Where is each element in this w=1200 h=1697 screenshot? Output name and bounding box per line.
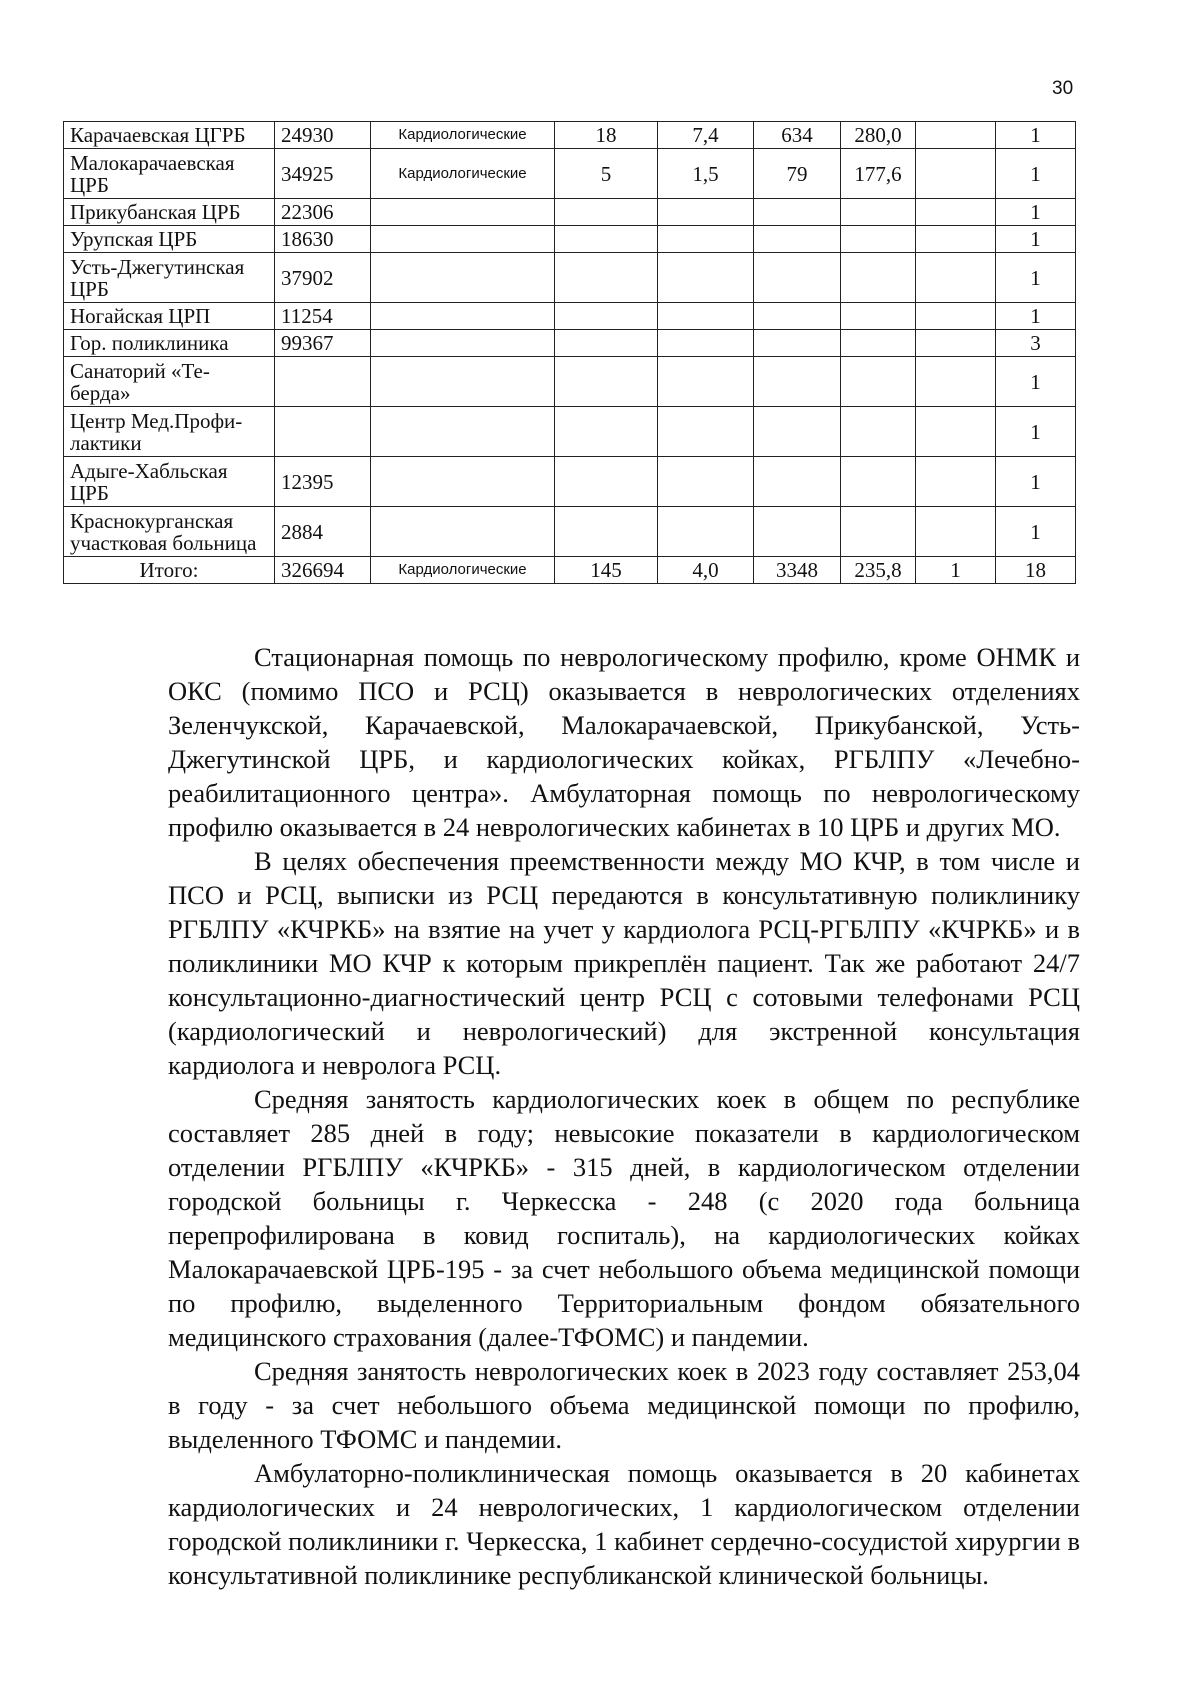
value-cell: [916, 226, 996, 253]
facility-table: [63, 121, 1167, 584]
value-cell: 1,5: [658, 149, 754, 199]
paragraph: Амбулаторно-поликлиническая помощь оказывается в 20 кабинетах кардиологических и 24 неврологических, 1 кардиологическом отделении городской поликлиники г. Черкесска, 1 кабинет сердечно-сосудистой хирургии в консультативной поликлинике республиканской клинической больницы.: [168, 1458, 1080, 1590]
table-row: [64, 122, 1167, 149]
value-cell: [555, 457, 658, 507]
value-cell: [754, 330, 841, 357]
bed-profile-cell: [371, 303, 555, 330]
value-cell: [555, 357, 658, 407]
value-cell: 1: [996, 149, 1076, 199]
value-cell: [754, 457, 841, 507]
value-cell: 1: [996, 357, 1076, 407]
value-cell: 1: [916, 557, 996, 584]
value-cell: 18: [996, 557, 1076, 584]
facility-name-cell: Краснокурганская участковая больница: [64, 507, 275, 557]
body-text: [168, 640, 1080, 1592]
table-row: [64, 507, 1167, 557]
table-row: [64, 226, 1167, 253]
facility-name-cell: Урупская ЦРБ: [64, 226, 275, 253]
value-cell: [916, 457, 996, 507]
value-cell: [916, 303, 996, 330]
value-cell: [754, 357, 841, 407]
value-cell: [841, 457, 916, 507]
value-cell: 235,8: [841, 557, 916, 584]
value-cell: [916, 407, 996, 457]
value-cell: 3: [996, 330, 1076, 357]
bed-profile-cell: Кардиологические: [371, 149, 555, 199]
value-cell: [841, 303, 916, 330]
bed-profile-cell: Кардиологические: [371, 122, 555, 149]
value-cell: 3348: [754, 557, 841, 584]
bed-profile-cell: [371, 226, 555, 253]
bed-profile-cell: [371, 507, 555, 557]
value-cell: 634: [754, 122, 841, 149]
population-cell: [275, 407, 371, 457]
value-cell: 79: [754, 149, 841, 199]
population-cell: 2884: [275, 507, 371, 557]
value-cell: 177,6: [841, 149, 916, 199]
table-total-row: [64, 557, 1167, 584]
value-cell: [555, 253, 658, 303]
population-cell: 37902: [275, 253, 371, 303]
value-cell: [555, 407, 658, 457]
value-cell: 5: [555, 149, 658, 199]
value-cell: [555, 507, 658, 557]
table-body: [64, 122, 1167, 584]
value-cell: [841, 226, 916, 253]
value-cell: 145: [555, 557, 658, 584]
table-row: [64, 457, 1167, 507]
value-cell: [658, 199, 754, 226]
value-cell: [841, 357, 916, 407]
facility-name-cell: Центр Мед.Профи-лактики: [64, 407, 275, 457]
paragraph: Средняя занятость неврологических коек в 2023 году составляет 253,04 в году - за счет небольшого объема медицинской помощи по профилю, выделенного ТФОМС и пандемии.: [168, 1356, 1080, 1454]
population-cell: 18630: [275, 226, 371, 253]
bed-profile-cell: [371, 357, 555, 407]
value-cell: [916, 507, 996, 557]
bed-profile-cell: [371, 199, 555, 226]
value-cell: 4,0: [658, 557, 754, 584]
value-cell: [658, 507, 754, 557]
value-cell: 1: [996, 407, 1076, 457]
value-cell: [658, 407, 754, 457]
population-cell: 24930: [275, 122, 371, 149]
value-cell: [754, 199, 841, 226]
value-cell: [658, 253, 754, 303]
value-cell: [841, 253, 916, 303]
value-cell: [754, 253, 841, 303]
bed-profile-cell: [371, 330, 555, 357]
facility-name-cell: Санаторий «Те-берда»: [64, 357, 275, 407]
facility-name-cell: Ногайская ЦРП: [64, 303, 275, 330]
facility-name-cell: Гор. поликлиника: [64, 330, 275, 357]
table-row: [64, 407, 1167, 457]
value-cell: [841, 199, 916, 226]
table-row: [64, 149, 1167, 199]
paragraph: Стационарная помощь по неврологическому профилю, кроме ОНМК и ОКС (помимо ПСО и РСЦ) оказывается в неврологических отделениях Зеленчукской, Карачаевской, Малокарачаевской, Прикубанской, Усть-Джегутинской ЦРБ, и кардиологических койках, РГБЛПУ «Лечебно-реабилитационного центра». Амбулаторная помощь по неврологическому профилю оказывается в 24 неврологических кабинетах в 10 ЦРБ и других МО.: [168, 642, 1080, 842]
value-cell: [658, 330, 754, 357]
value-cell: [555, 330, 658, 357]
population-cell: 326694: [275, 557, 371, 584]
table-row: [64, 199, 1167, 226]
value-cell: [555, 199, 658, 226]
facility-name-cell: Адыге-Хабльская ЦРБ: [64, 457, 275, 507]
value-cell: [754, 407, 841, 457]
table-row: [64, 303, 1167, 330]
value-cell: [555, 226, 658, 253]
value-cell: 1: [996, 122, 1076, 149]
value-cell: [754, 303, 841, 330]
facility-name-cell: Прикубанская ЦРБ: [64, 199, 275, 226]
facility-name-cell: Малокарачаевская ЦРБ: [64, 149, 275, 199]
value-cell: [916, 330, 996, 357]
value-cell: [841, 507, 916, 557]
value-cell: [916, 357, 996, 407]
population-cell: 34925: [275, 149, 371, 199]
value-cell: [754, 507, 841, 557]
bed-profile-cell: [371, 407, 555, 457]
value-cell: 1: [996, 253, 1076, 303]
paragraph: Средняя занятость кардиологических коек в общем по республике составляет 285 дней в году; невысокие показатели в кардиологическом отделении РГБЛПУ «КЧРКБ» - 315 дней, в кардиологическом отделении городской больницы г. Черкесска - 248 (с 2020 года больница перепрофилирована в ковид госпиталь), на кардиологических койках Малокарачаевской ЦРБ-195 - за счет небольшого объема медицинской помощи по профилю, выделенного Территориальным фондом обязательного медицинского страхования (далее-ТФОМС) и пандемии.: [168, 1084, 1080, 1352]
page-number: 30: [1052, 78, 1074, 99]
value-cell: [916, 122, 996, 149]
value-cell: 1: [996, 457, 1076, 507]
value-cell: [658, 226, 754, 253]
population-cell: [275, 357, 371, 407]
value-cell: [658, 357, 754, 407]
value-cell: 280,0: [841, 122, 916, 149]
value-cell: 1: [996, 199, 1076, 226]
value-cell: 1: [996, 303, 1076, 330]
value-cell: [841, 407, 916, 457]
paragraph: В целях обеспечения преемственности между МО КЧР, в том числе и ПСО и РСЦ, выписки из РСЦ передаются в консультативную поликлинику РГБЛПУ «КЧРКБ» на взятие на учет у кардиолога РСЦ-РГБЛПУ «КЧРКБ» и в поликлиники МО КЧР к которым прикреплён пациент. Так же работают 24/7 консультационно-диагностический центр РСЦ с сотовыми телефонами РСЦ (кардиологический и неврологический) для экстренной консультация кардиолога и невролога РСЦ.: [168, 846, 1080, 1080]
value-cell: [916, 199, 996, 226]
table-row: [64, 357, 1167, 407]
table-row: [64, 253, 1167, 303]
bed-profile-cell: [371, 457, 555, 507]
value-cell: [754, 226, 841, 253]
value-cell: [841, 330, 916, 357]
table-row: [64, 330, 1167, 357]
bed-profile-cell: [371, 253, 555, 303]
facility-name-cell: Карачаевская ЦГРБ: [64, 122, 275, 149]
value-cell: [916, 149, 996, 199]
bed-profile-cell: Кардиологические: [371, 557, 555, 584]
value-cell: 7,4: [658, 122, 754, 149]
value-cell: 1: [996, 226, 1076, 253]
population-cell: 11254: [275, 303, 371, 330]
population-cell: 99367: [275, 330, 371, 357]
population-cell: 22306: [275, 199, 371, 226]
value-cell: 1: [996, 507, 1076, 557]
value-cell: [916, 253, 996, 303]
value-cell: [658, 457, 754, 507]
value-cell: [658, 303, 754, 330]
total-label-cell: Итого:: [64, 557, 275, 584]
value-cell: [555, 303, 658, 330]
value-cell: 18: [555, 122, 658, 149]
facility-name-cell: Усть-Джегутинская ЦРБ: [64, 253, 275, 303]
population-cell: 12395: [275, 457, 371, 507]
